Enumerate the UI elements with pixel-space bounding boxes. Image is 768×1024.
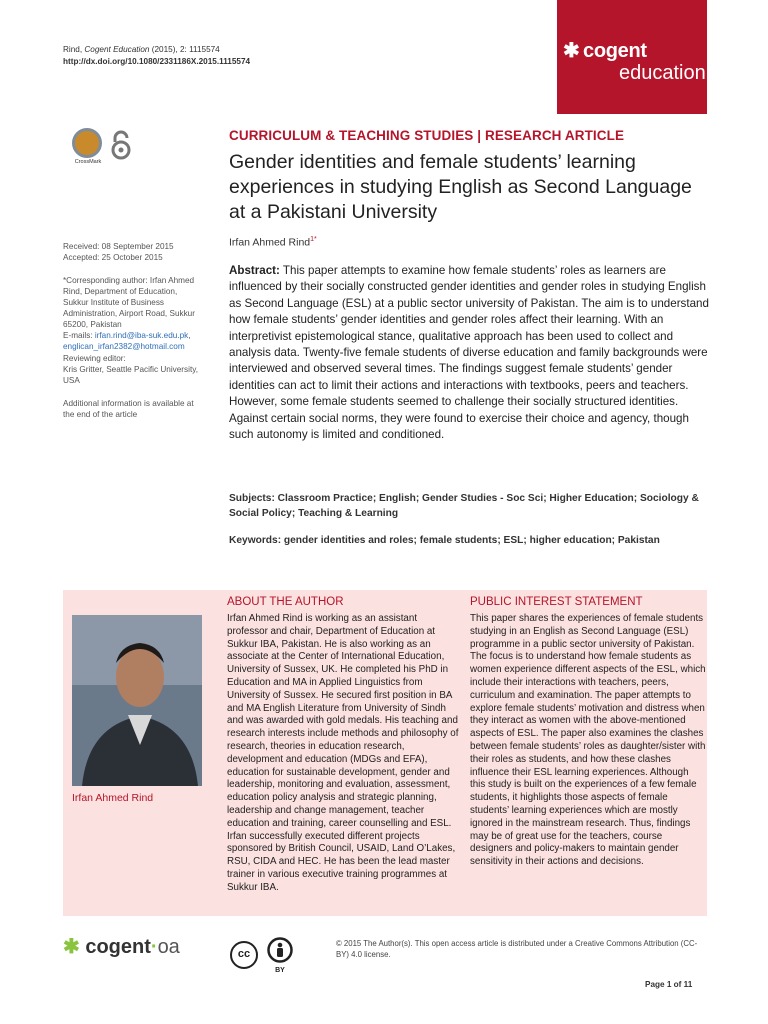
brand-top — [563, 38, 647, 63]
by-license-icon[interactable] — [267, 937, 293, 975]
page-number: Page 1 of 11 — [645, 980, 693, 989]
author-name[interactable]: Irfan Ahmed Rind — [229, 236, 311, 249]
corresponding-author — [63, 275, 203, 352]
abstract — [229, 263, 709, 443]
cogent-star-icon: ✱ — [563, 40, 580, 62]
article-author — [229, 236, 317, 249]
citation-journal: Cogent Education — [84, 45, 150, 54]
author-mark: 1* — [310, 236, 317, 243]
additional-info: Additional information is available at the end of the article — [63, 399, 194, 419]
emails: E-mails: irfan.rind@iba-suk.edu.pk, — [63, 331, 191, 340]
crossmark-icon[interactable] — [72, 128, 102, 158]
emails-label: E-mails: — [63, 331, 95, 340]
abstract-label: Abstract: — [229, 264, 280, 277]
open-access-icon — [108, 130, 134, 160]
crossmark-label: CrossMark — [74, 159, 102, 165]
photo-caption: Irfan Ahmed Rind — [72, 792, 154, 804]
brand-top-text: cogent — [583, 40, 647, 62]
reviewing-name: Kris Gritter, Seattle Pacific University, USA — [63, 365, 198, 385]
footer-logo[interactable] — [63, 934, 180, 959]
email-link-2[interactable]: englican_irfan2382@hotmail.com — [63, 342, 185, 351]
by-label: BY — [275, 967, 285, 974]
keywords: Keywords: gender identities and roles; female students; ESL; higher education; Pakistan — [229, 535, 660, 546]
journal-brand — [557, 0, 707, 114]
citation-volume: (2015), 2: 1115574 — [149, 45, 220, 54]
accepted-date: Accepted: 25 October 2015 — [63, 253, 163, 262]
email-link-1[interactable]: irfan.rind@iba-suk.edu.pk — [94, 331, 189, 340]
citation-author: Rind, — [63, 45, 85, 54]
brand-bottom: education — [619, 62, 706, 84]
cogent-star-icon: ✱ — [63, 936, 80, 958]
footer-logo-oa: oa — [157, 936, 180, 958]
subjects: Subjects: Classroom Practice; English; Gender Studies - Soc Sci; Higher Education; Sociology & Social Policy; Teaching & Learning — [229, 493, 699, 519]
corresponding-text: *Corresponding author: Irfan Ahmed Rind, Department of Education, Sukkur Institute of Business Administration, Airport Road, Sukkur 65200, Pakistan — [63, 276, 195, 329]
public-interest-heading: PUBLIC INTEREST STATEMENT — [470, 596, 643, 608]
author-photo — [72, 615, 202, 786]
article-title: Gender identities and female students’ learning experiences in studying English as Second Language at a Pakistani University — [229, 151, 692, 223]
about-heading: ABOUT THE AUTHOR — [227, 596, 344, 608]
reviewing-label: Reviewing editor: — [63, 354, 126, 363]
cc-license-icon[interactable]: cc — [230, 941, 258, 969]
citation — [63, 44, 250, 68]
abstract-text: This paper attempts to examine how female students’ roles as learners are influenced by their socially constructed gender identities and gender roles in studying English as Second Language (ESL) at a public sector university of Pakistan. The aim is to understand how female students’ gender identities and gender roles affect their learning. With an interpretivist epistemological stance, qualitative approach has been used to collect and analysis data. Twenty-five female students of diverse education and family backgrounds were interviewed and observed several times. The findings suggest female students’ gender identities can act to limit their actions and interactions with textbooks, peers and teachers. However, some female students seemed to challenge their socially structured identities. Against certain social norms, they were found to exercise their choice and agency, though such autonomy is limited and conditioned. — [229, 264, 709, 442]
reviewing-editor — [63, 353, 203, 386]
doi-link[interactable]: http://dx.doi.org/10.1080/2331186X.2015.1115574 — [63, 57, 251, 66]
footer-logo-main: cogent — [85, 936, 151, 958]
author-bio: Irfan Ahmed Rind is working as an assistant professor and chair, Department of Education at Sukkur IBA, Pakistan. He is also working as an associate at the Center of International Education, University of Sussex, UK. He completed his PhD in Education and MA in Applied Linguistics from University of Sussex. He secured first position in BA and MA English Literature from University of Sindh and was awarded with gold medals. His teaching and research interests include methods and philosophy of research, theories in education research, development and education (MDGs and EFA), education for sustainable development, gender and leadership, monitoring and evaluation, assessment, education policy analysis and strategic planning, leadership and change management, teacher education and training, career counselling and ESL. Irfan successfully executed different projects sponsored by British Council, USAID, Land O’Lakes, RSU, CIDA and HEC. He has been the lead master trainer in various executive training programmes at Sukkur IBA. — [227, 613, 459, 893]
attribution-icon — [267, 937, 293, 963]
public-interest-text: This paper shares the experiences of female students studying in an English as Second Language (ESL) programme in a public sector university of Pakistan. The focus is to understand how female students as women experience different aspects of the ESL, which include their interactions with teachers, peers, curriculum and examination. The paper attempts to explore female students’ motivation and distress when they interact as women with the above-mentioned aspects of ESL. The paper also examines the clashes between female students’ roles as daughter/sister with their roles as students, and how these clashes influence their ESL learning experiences. Although this study is built on the experiences of a few female students, it highlights those aspects of female students’ learning experiences which are mostly ignored in the mainstream research. Thus, findings may be of great use for the teachers, course designers and policy-makers to maintain gender sensitivity in their actions and decisions. — [470, 613, 706, 868]
dot-icon: · — [150, 936, 158, 958]
license-text: © 2015 The Author(s). This open access article is distributed under a Creative Commons Attribution (CC-BY) 4.0 license. — [336, 939, 698, 959]
article-section: CURRICULUM & TEACHING STUDIES | RESEARCH ARTICLE — [229, 128, 625, 143]
received-date: Received: 08 September 2015 — [63, 242, 174, 251]
